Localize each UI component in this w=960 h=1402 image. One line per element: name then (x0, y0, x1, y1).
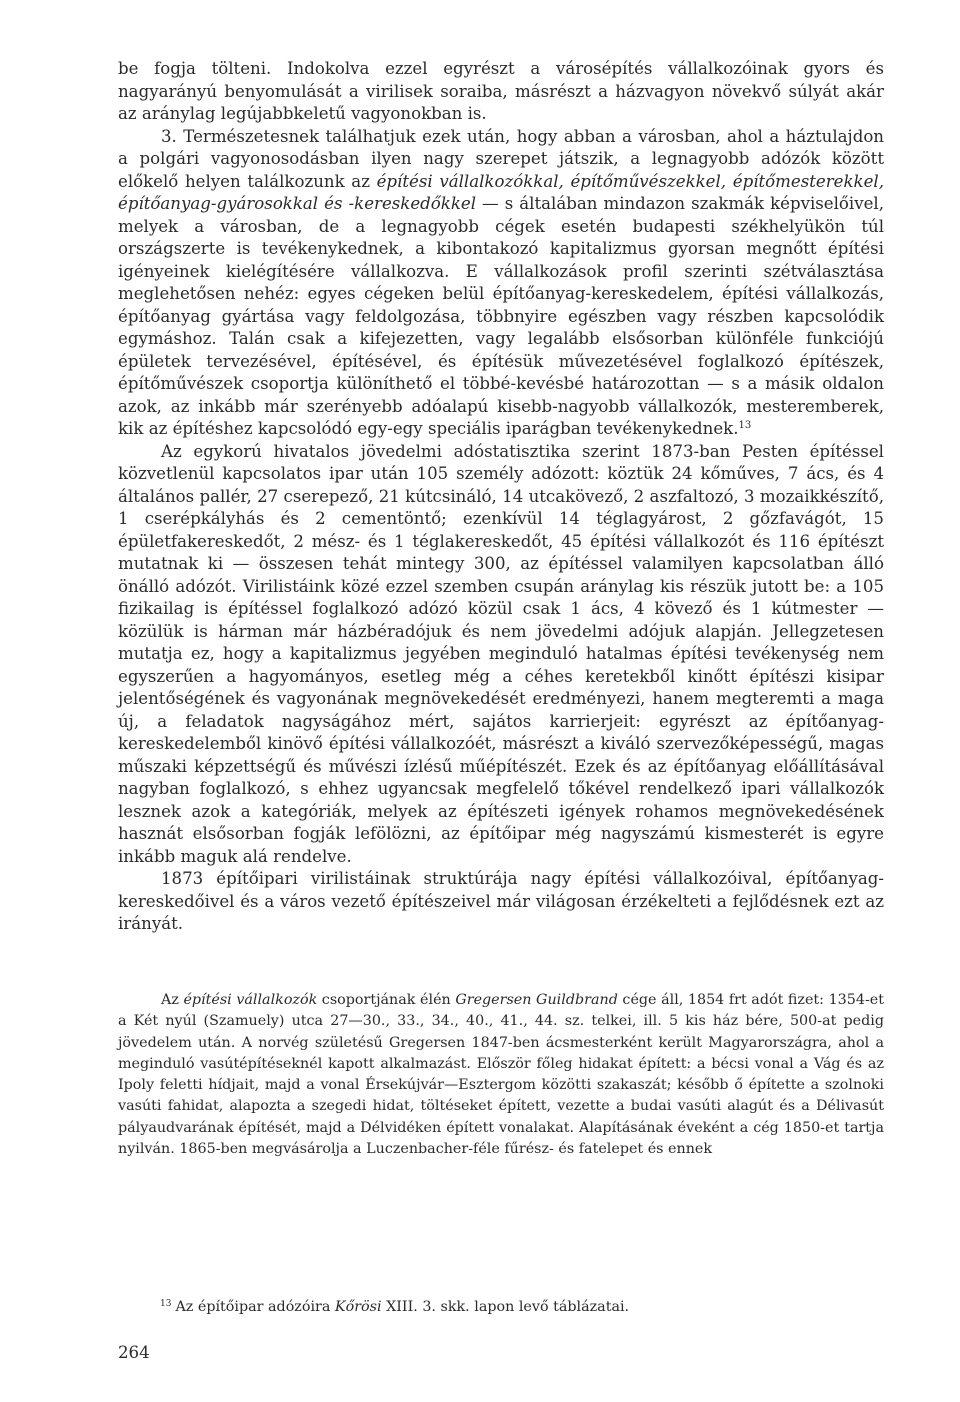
small-text-a: Az (161, 992, 184, 1008)
footnote-italic: Kőrösi (334, 1299, 382, 1315)
footnote-reference: 13 (738, 420, 752, 431)
paragraph-4: 1873 építőipari virilistáinak struktúrája nagy építési vállalkozóival, építőanyag-kereskedőivel és a város vezető építészeivel már világosan érzékelteti a fejlődésnek ezt az irányát. (118, 869, 884, 933)
small-print-section (118, 990, 884, 1160)
footnote-text-a: Az építőipar adózóira (175, 1299, 335, 1315)
paragraph-2-italic: építési vállalkozókkal, építőművészekkel, építőmesterekkel, építőanyag-gyárosokkal és -kereskedőkkel (118, 171, 884, 213)
paragraph-2 (118, 126, 884, 441)
paragraph-2-text-b: — s általában mindazon szakmák képviselőivel, melyek a városban, de a legnagyobb cégek esetén budapesti székhelyükön túl országszerte is tevékenykednek, a kibontakozó kapitalizmus gyorsan megnőtt építési igényeinek kielégítésére vállalkozva. E vállalkozások profil szerinti szétválasztása meglehetősen nehéz: egyes cégeken belül építőanyag-kereskedelem, építési vállalkozás, építőanyag gyártása vagy feldolgozása, többnyire egészben vagy részben kapcsolódik egymáshoz. Talán csak a kifejezetten, vagy legalább elsősorban különféle funkciójú épületek tervezésével, építésével, és építésük művezetésével foglalkozó építészek, építőművészek csoportja különíthető el többé-kevésbé határozottan — s a másik oldalon azok, az inkább már szerényebb adóalapú kisebb-nagyobb vállalkozók, mesteremberek, kik az építéshez kapcsolódó egy-egy speciális iparágban tevékenykednek. (118, 194, 884, 438)
footnote (160, 1297, 860, 1317)
small-text-c: cége áll, 1854 frt adót fizet: 1354-et a Két nyúl (Szamuely) utca 27—30., 33., 34., 40., 41., 44. sz. telkei, ill. 5 kis ház bére, 500-at pedig jövedelem után. A norvég születésű Gregersen 1847-ben ácsmesterként került Magyarországra, ahol a meginduló vasútépítéseknél kapott alkalmazást. Először főleg hidakat épített: a bécsi vonal a Vág és az Ipoly feletti hídjait, majd a vonal Érsekújvár—Esztergom közötti szakaszát; később ő építette a szolnoki vasúti fahidat, alapozta a szegedi hidat, töltéseket épített, vezette a budai vasúti alagút és a Délivasút pályaudvarának építését, majd a Délvidéken épített vonalakat. Alapításának éveként a cég 1850-et tartja nyilván. 1865-ben megvásárolja a Luczenbacher-féle fűrész- és fatelepet és ennek (118, 992, 884, 1158)
small-italic-2: Gregersen Guildbrand (455, 992, 618, 1008)
small-italic-1: építési vállalkozók (183, 992, 318, 1008)
paragraph-1: be fogja tölteni. Indokolva ezzel egyrészt a városépítés vállalkozóinak gyors és nagyarányú benyomulását a virilisek soraiba, másrészt a házvagyon növekvő súlyát akár az aránylag legújabbkeletű vagyonokban is. (118, 59, 884, 123)
main-body-text (118, 58, 884, 936)
paragraph-2-text-a: 3. Természetesnek találhatjuk ezek után, hogy abban a városban, ahol a háztulajdon a polgári vagyonosodásban ilyen nagy szerepet játszik, a legnagyobb adózók között előkelő helyen találkozunk az (118, 126, 884, 191)
paragraph-3: Az egykorú hivatalos jövedelmi adóstatisztika szerint 1873-ban Pesten építéssel közvetlenül kapcsolatos ipar után 105 személy adózott: köztük 24 kőműves, 7 ács, és 4 általános pallér, 27 cserepező, 21 kútcsináló, 14 utcakövező, 2 aszfaltozó, 3 mozaikkészítő, 1 cserépkályhás és 2 cementöntő; ezenkívül 14 téglagyárost, 2 gőzfavágót, 15 épületfakereskedőt, 2 mész- és 1 téglakereskedőt, 45 építési vállalkozót és 116 építészt mutatnak ki — összesen tehát mintegy 300, az építéssel valamilyen kapcsolatban álló önálló adózót. Virilistáink közé ezzel szemben csupán aránylag kis részük jutott be: a 105 fizikailag is építéssel foglalkozó adózó közül csak 1 ács, 4 kövező és 1 kútmester — közülük is hárman már házbéradójuk és nem jövedelmi adójuk alapján. Jellegzetesen mutatja ez, hogy a kapitalizmus jegyében meginduló hatalmas építési tevékenység nem egyszerűen a hagyományos, esetleg még a céhes keretekből kinőtt építészi kisipar jelentőségének és vagyonának megnövekedését eredményezi, hanem megteremti a maga új, a feladatok nagyságához mért, sajátos karrierjeit: egyrészt az építőanyag-kereskedelemből kinövő építési vállalkozóét, másrészt a kiváló szervezőképességű, magas műszaki képzettségű és művészi ízlésű műépítészét. Ezek és az építőanyag előállításával nagyban foglalkozó, s ehhez ugyancsak megfelelő tőkével rendelkező ipari vállalkozók lesznek azok a kategóriák, melyek az építészeti igények rohamos megnövekedésének hasznát elsősorban fogják lefölözni, az építőipar még nagyszámú kismesterét is egyre inkább maguk alá rendelve. (118, 441, 884, 866)
small-text-b: csoportjának élén (317, 992, 456, 1008)
footnote-text-b: XIII. 3. skk. lapon levő táblázatai. (381, 1299, 630, 1315)
footnote-number: 13 (160, 1299, 172, 1309)
small-print-paragraph (118, 990, 884, 1160)
page-number: 264 (118, 1343, 150, 1362)
